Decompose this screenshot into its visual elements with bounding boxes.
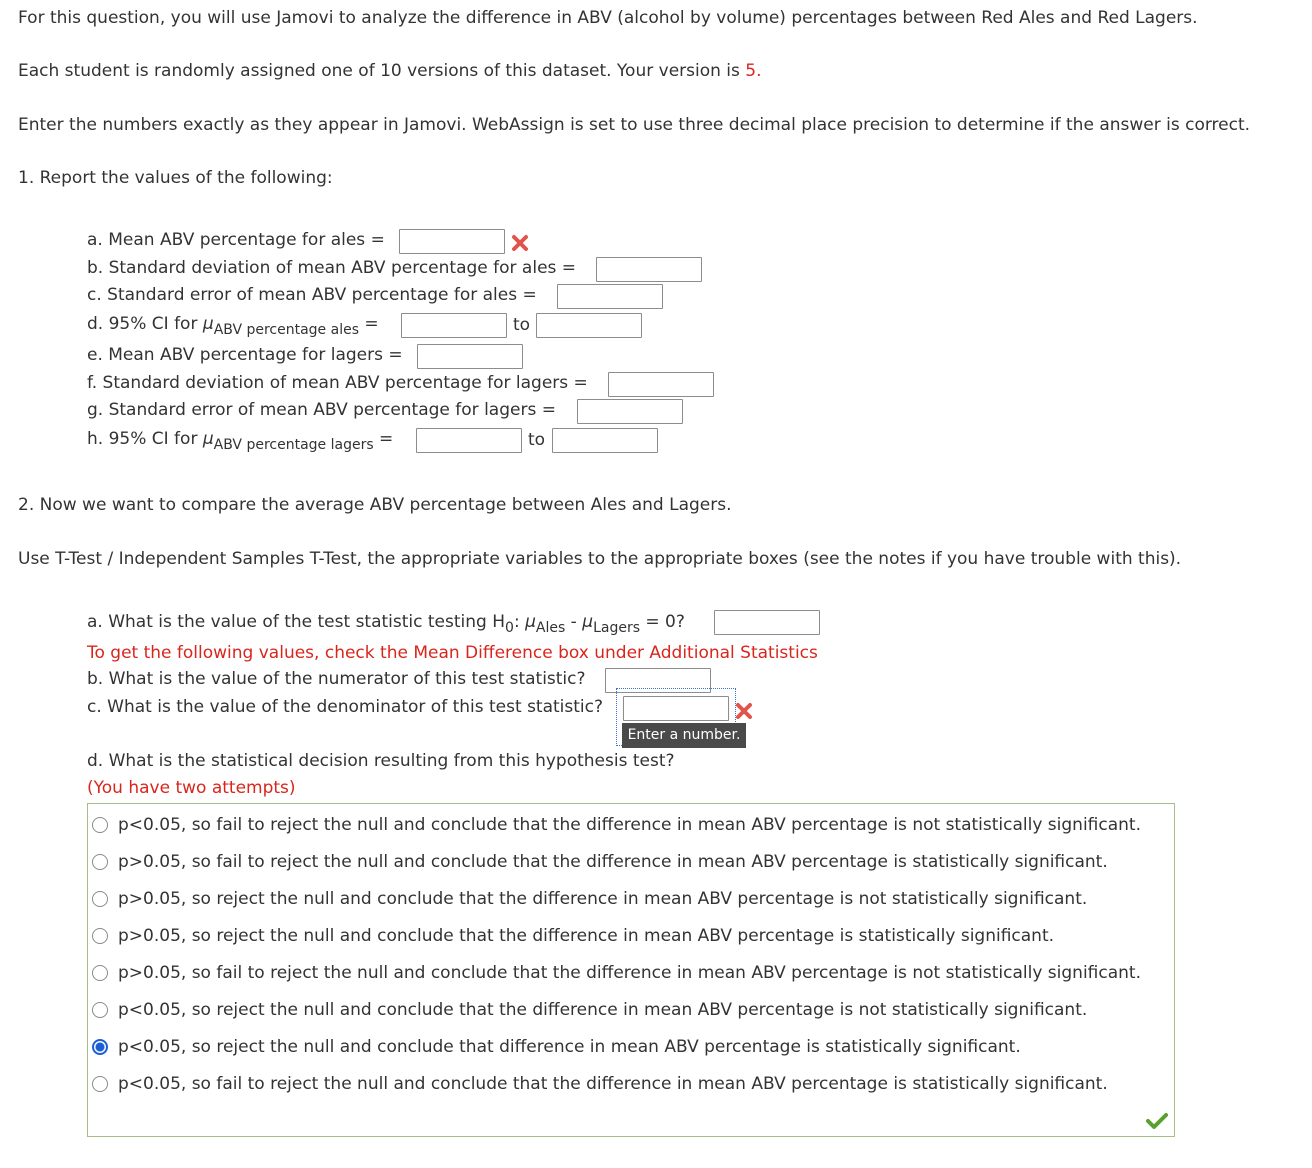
part1-d-label bbox=[87, 314, 379, 338]
mu-symbol: μ bbox=[202, 429, 214, 449]
mu-subscript-lagers: Lagers bbox=[593, 620, 640, 636]
part1-heading: 1. Report the values of the following: bbox=[18, 168, 333, 188]
intro-line-2-text: Each student is randomly assigned one of 10 versions of this dataset. Your version is bbox=[18, 61, 746, 81]
ci-ales-lower-input[interactable] bbox=[401, 313, 507, 338]
ci-lagers-upper-input[interactable] bbox=[552, 428, 658, 453]
radio-button-selected[interactable] bbox=[92, 1039, 108, 1055]
option-row-selected[interactable] bbox=[92, 1035, 1021, 1059]
option-label: p<0.05, so fail to reject the null and conclude that the difference in mean ABV percentage is statistically significant. bbox=[118, 1074, 1108, 1094]
sd-lagers-input[interactable] bbox=[608, 372, 714, 397]
mu-subscript: ABV percentage ales bbox=[213, 322, 359, 338]
part2-heading: 2. Now we want to compare the average ABV percentage between Ales and Lagers. bbox=[18, 495, 732, 515]
option-label: p>0.05, so reject the null and conclude that the difference in mean ABV percentage is not statistically significant. bbox=[118, 889, 1088, 909]
intro-line-2 bbox=[18, 61, 762, 81]
radio-button[interactable] bbox=[92, 891, 108, 907]
option-row[interactable] bbox=[92, 1072, 1108, 1096]
radio-button[interactable] bbox=[92, 1002, 108, 1018]
part2-a-prefix: a. What is the value of the test statistic testing H bbox=[87, 612, 506, 632]
part2-a-label bbox=[87, 612, 685, 636]
part1-c-label: c. Standard error of mean ABV percentage for ales = bbox=[87, 285, 537, 305]
test-statistic-input[interactable] bbox=[714, 610, 820, 635]
mean-ales-input[interactable] bbox=[399, 229, 505, 254]
option-row[interactable] bbox=[92, 998, 1087, 1022]
part2-a-suffix: = 0? bbox=[640, 612, 685, 632]
h-subscript: 0 bbox=[505, 620, 514, 636]
option-label: p<0.05, so reject the null and conclude that the difference in mean ABV percentage is not statistically significant. bbox=[118, 1000, 1088, 1020]
part1-f-label: f. Standard deviation of mean ABV percentage for lagers = bbox=[87, 373, 588, 393]
denominator-input[interactable] bbox=[623, 696, 729, 721]
se-ales-input[interactable] bbox=[557, 284, 663, 309]
attempts-note: (You have two attempts) bbox=[87, 778, 296, 798]
option-label: p>0.05, so fail to reject the null and conclude that the difference in mean ABV percentage is statistically significant. bbox=[118, 852, 1108, 872]
to-label: to bbox=[528, 430, 546, 450]
part1-e-label: e. Mean ABV percentage for lagers = bbox=[87, 345, 403, 365]
intro-line-1: For this question, you will use Jamovi to analyze the difference in ABV (alcohol by volume) percentages between Red Ales and Red Lagers. bbox=[18, 8, 1198, 28]
part2-c-label: c. What is the value of the denominator of this test statistic? bbox=[87, 697, 604, 717]
part1-b-label: b. Standard deviation of mean ABV percentage for ales = bbox=[87, 258, 577, 278]
correct-check-icon bbox=[1146, 1112, 1168, 1130]
radio-button[interactable] bbox=[92, 965, 108, 981]
radio-button[interactable] bbox=[92, 1076, 108, 1092]
option-label: p<0.05, so fail to reject the null and conclude that the difference in mean ABV percentage is not statistically significant. bbox=[118, 815, 1141, 835]
part1-a-label: a. Mean ABV percentage for ales = bbox=[87, 230, 385, 250]
part2-d-label: d. What is the statistical decision resulting from this hypothesis test? bbox=[87, 751, 675, 771]
option-row[interactable] bbox=[92, 850, 1108, 874]
part1-d-prefix: d. 95% CI for bbox=[87, 314, 203, 334]
colon: : bbox=[513, 612, 526, 632]
intro-line-3: Enter the numbers exactly as they appear in Jamovi. WebAssign is set to use three decimal place precision to determine if the answer is correct. bbox=[18, 115, 1251, 135]
version-number: 5. bbox=[745, 61, 762, 81]
incorrect-x-icon bbox=[735, 702, 753, 720]
equals: = bbox=[364, 314, 379, 334]
option-label: p>0.05, so fail to reject the null and conclude that the difference in mean ABV percentage is not statistically significant. bbox=[118, 963, 1141, 983]
mu-symbol: μ bbox=[582, 612, 594, 632]
option-row[interactable] bbox=[92, 887, 1087, 911]
equals: = bbox=[379, 429, 394, 449]
radio-button[interactable] bbox=[92, 817, 108, 833]
part1-h-label bbox=[87, 429, 394, 453]
mean-lagers-input[interactable] bbox=[417, 344, 523, 369]
se-lagers-input[interactable] bbox=[577, 399, 683, 424]
radio-button[interactable] bbox=[92, 928, 108, 944]
mu-subscript: ABV percentage lagers bbox=[213, 437, 374, 453]
part1-h-prefix: h. 95% CI for bbox=[87, 429, 203, 449]
radio-button[interactable] bbox=[92, 854, 108, 870]
mu-symbol: μ bbox=[202, 314, 214, 334]
mu-symbol: μ bbox=[525, 612, 536, 632]
tooltip-enter-number: Enter a number. bbox=[622, 723, 746, 748]
option-label: p>0.05, so reject the null and conclude that the difference in mean ABV percentage is statistically significant. bbox=[118, 926, 1055, 946]
option-row[interactable] bbox=[92, 924, 1054, 948]
incorrect-x-icon bbox=[511, 234, 529, 252]
to-label: to bbox=[513, 315, 531, 335]
sd-ales-input[interactable] bbox=[596, 257, 702, 282]
part1-g-label: g. Standard error of mean ABV percentage for lagers = bbox=[87, 400, 556, 420]
part2-b-label: b. What is the value of the numerator of this test statistic? bbox=[87, 669, 586, 689]
ci-lagers-lower-input[interactable] bbox=[416, 428, 522, 453]
option-row[interactable] bbox=[92, 961, 1141, 985]
option-row[interactable] bbox=[92, 813, 1141, 837]
part2-instruction: Use T-Test / Independent Samples T-Test, the appropriate variables to the appropriate boxes (see the notes if you have trouble with this). bbox=[18, 549, 1182, 569]
minus: - bbox=[565, 612, 583, 632]
mean-difference-note: To get the following values, check the Mean Difference box under Additional Statistics bbox=[87, 643, 818, 663]
option-label: p<0.05, so reject the null and conclude that difference in mean ABV percentage is statistically significant. bbox=[118, 1037, 1021, 1057]
mu-subscript-ales: Ales bbox=[535, 620, 566, 636]
ci-ales-upper-input[interactable] bbox=[536, 313, 642, 338]
